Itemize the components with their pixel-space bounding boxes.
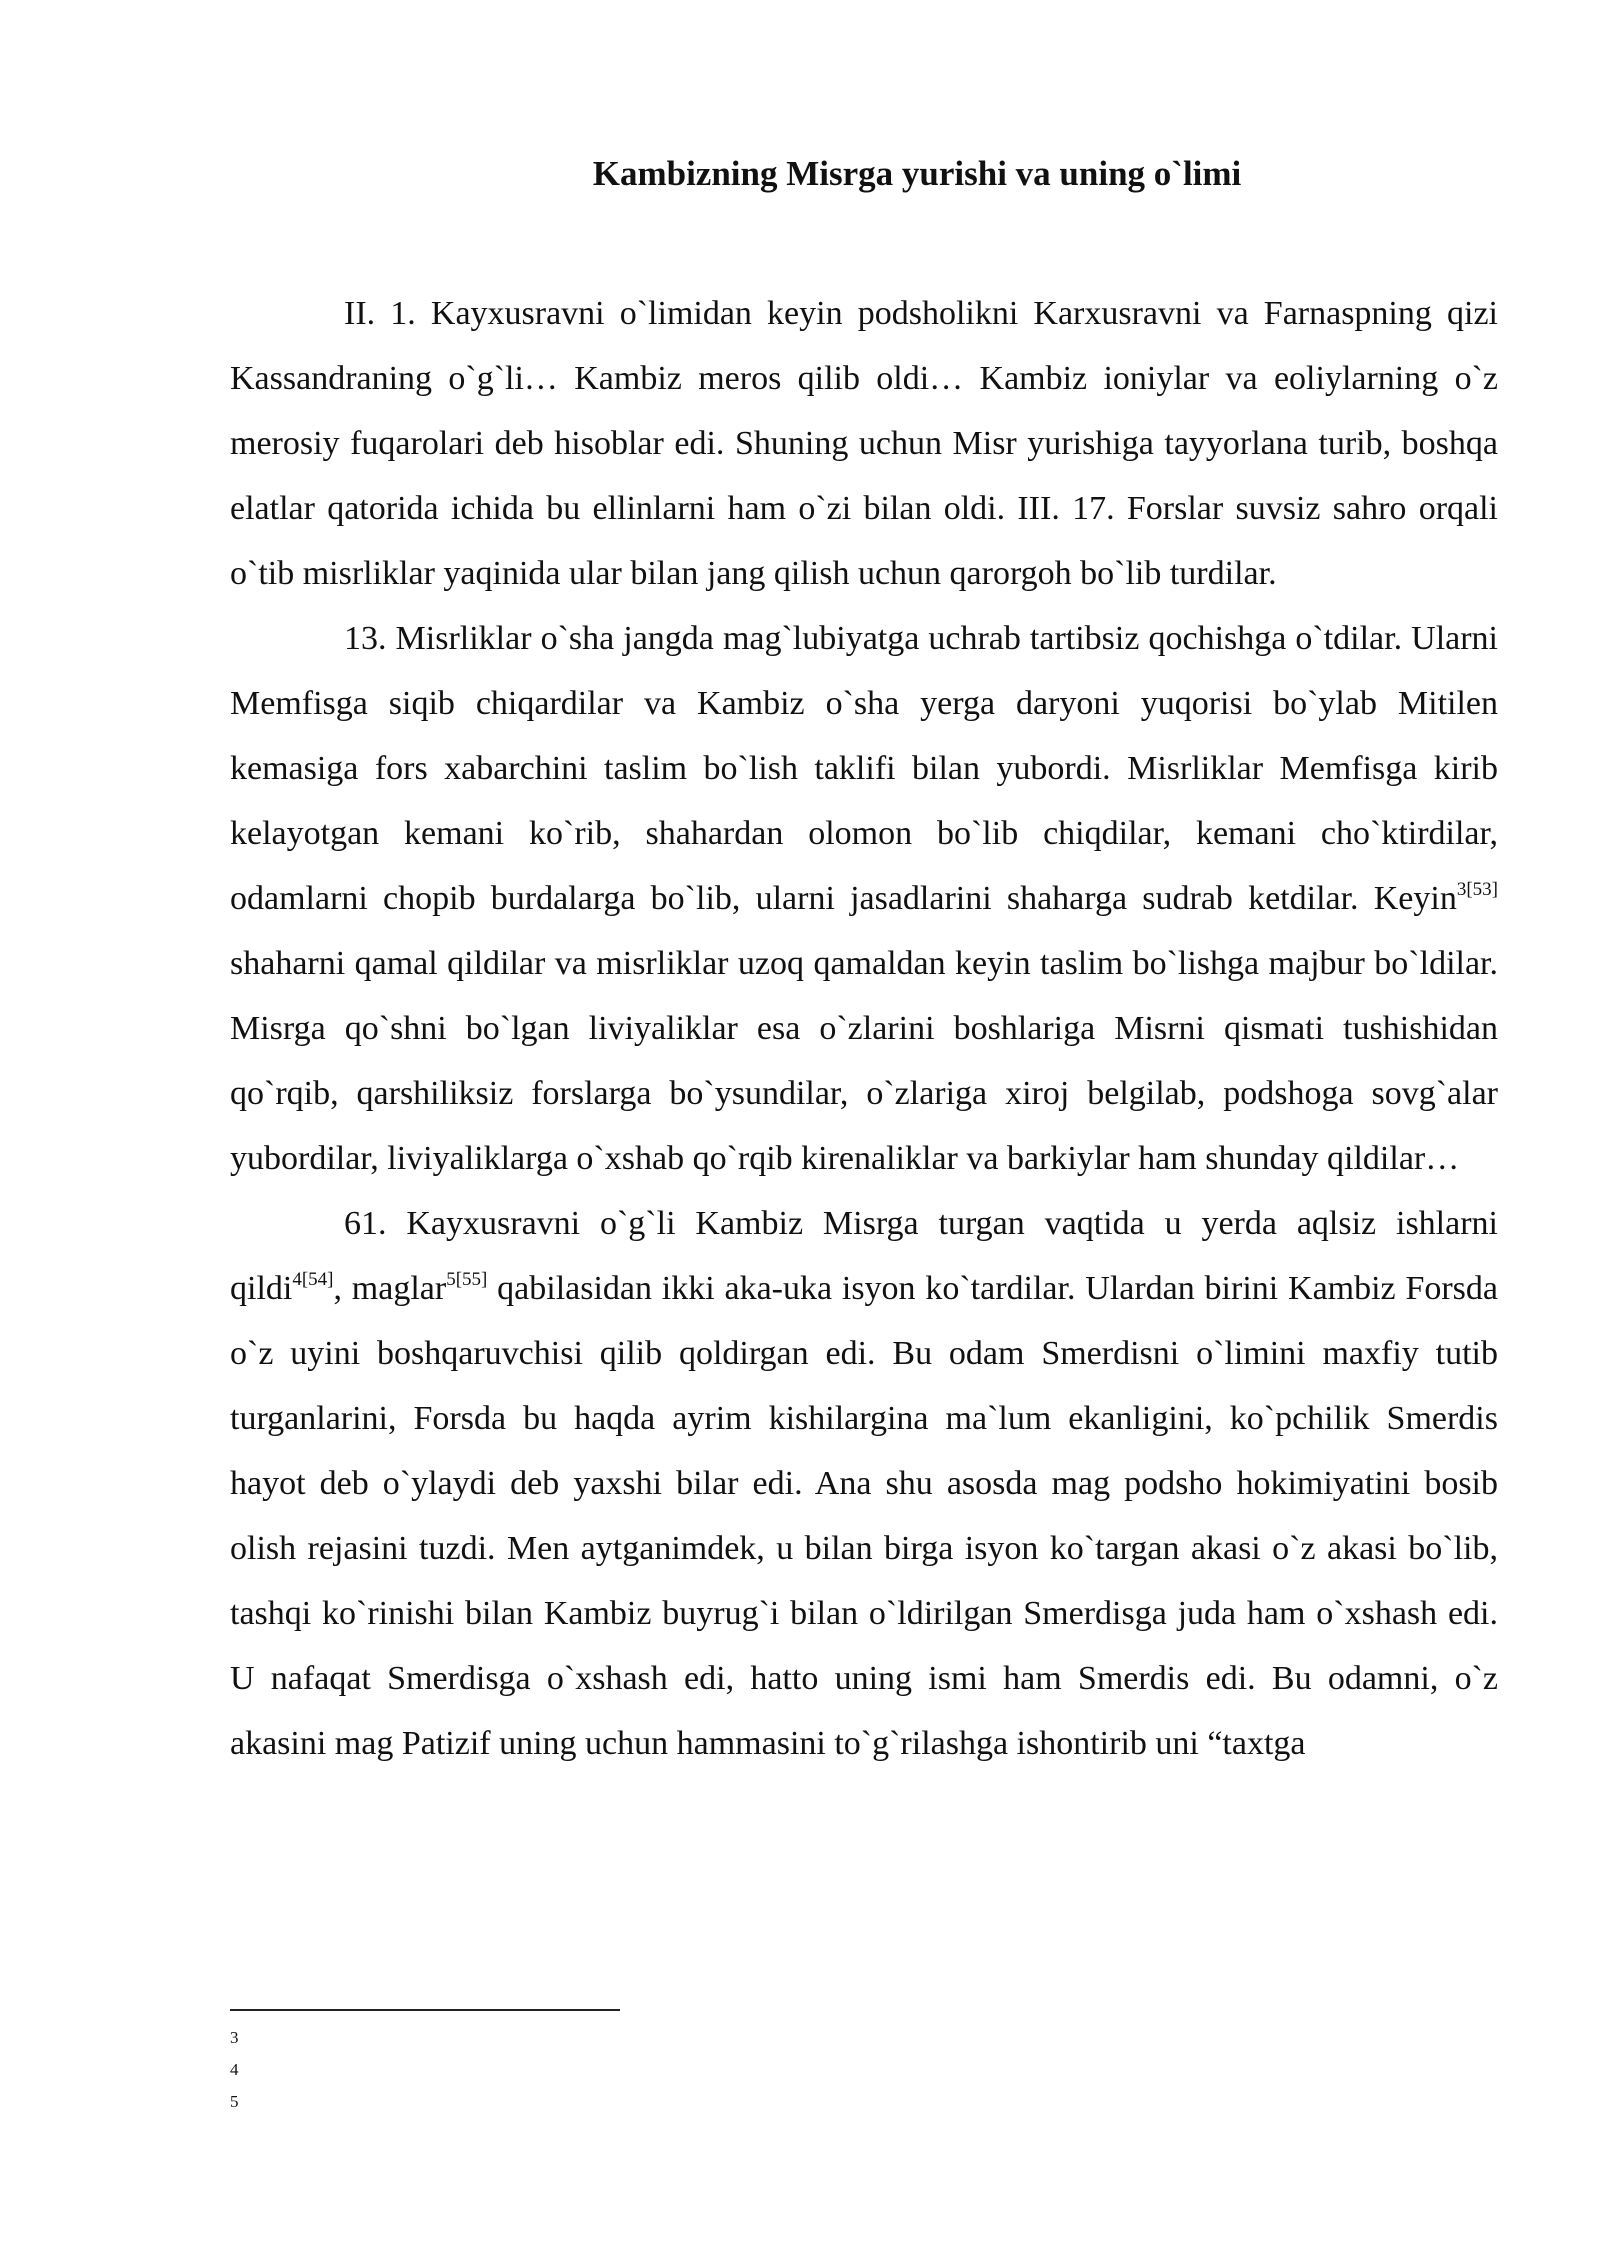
paragraph-text: 61. Kayxusravni o`g`li Kambiz Misrga turgan vaqtida u yerda aqlsiz ishlarni qildi [230, 1205, 1498, 1307]
body-text [230, 281, 1498, 1776]
paragraph [230, 1191, 1498, 1776]
footnote-number: 4 [230, 2060, 239, 2079]
page-title: Kambizning Misrga yurishi va uning o`limi [592, 154, 1242, 193]
footnotes [230, 2022, 239, 2118]
paragraph [230, 281, 1498, 606]
footnote-reference[interactable]: 3[53] [1456, 879, 1498, 900]
footnote-number: 3 [230, 2028, 239, 2047]
paragraph-text: , maglar [333, 1270, 447, 1307]
footnote-number: 5 [230, 2092, 239, 2111]
footnote-separator [230, 2009, 620, 2011]
footnote-reference[interactable]: 4[54] [292, 1269, 334, 1290]
paragraph-text: II. 1. Kayxusravni o`limidan keyin podsholikni Karxusravni va Farnaspning qizi Kassandraning o`g`li… Kambiz meros qilib oldi… Kambiz ioniylar va eoliylarning o`z merosiy fuqarolari deb hisoblar edi. Shuning uchun Misr yurishiga tayyorlana turib, boshqa elatlar qatorida ichida bu ellinlarni ham o`zi bilan oldi. III. 17. Forslar suvsiz sahro orqali o`tib misrliklar yaqinida ular bilan jang qilish uchun qarorgoh bo`lib turdilar. [230, 295, 1498, 592]
paragraph-text: qabilasidan ikki aka-uka isyon ko`tardilar. Ulardan birini Kambiz Forsda o`z uyini boshqaruvchisi qilib qoldirgan edi. Bu odam Smerdisni o`limini maxfiy tutib turganlarini, Forsda bu haqda ayrim kishilargina ma`lum ekanligini, ko`pchilik Smerdis hayot deb o`ylaydi deb yaxshi bilar edi. Ana shu asosda mag podsho hokimiyatini bosib olish rejasini tuzdi. Men aytganimdek, u bilan birga isyon ko`targan akasi o`z akasi bo`lib, tashqi ko`rinishi bilan Kambiz buyrug`i bilan o`ldirilgan Smerdisga juda ham o`xshash edi. U nafaqat Smerdisga o`xshash edi, hatto uning ismi ham Smerdis edi. Bu odamni, o`z akasini mag Patizif uning uchun hammasini to`g`rilashga ishontirib uni “taxtga [230, 1270, 1498, 1762]
paragraph [230, 606, 1498, 1191]
paragraph-text: shaharni qamal qildilar va misrliklar uzoq qamaldan keyin taslim bo`lishga majbur bo`ldilar. Misrga qo`shni bo`lgan liviyaliklar esa o`zlarini boshlariga Misrni qismati tushishidan qo`rqib, qarshiliksiz forslarga bo`ysundilar, o`zlariga xiroj belgilab, podshoga sovg`alar yubordilar, liviyaliklarga o`xshab qo`rqib kirenaliklar va barkiylar ham shunday qildilar… [230, 945, 1498, 1177]
footnote-reference[interactable]: 5[55] [446, 1269, 488, 1290]
paragraph-text: 13. Misrliklar o`sha jangda mag`lubiyatga uchrab tartibsiz qochishga o`tdilar. Ularni Memfisga siqib chiqardilar va Kambiz o`sha yerga daryoni yuqorisi bo`ylab Mitilen kemasiga fors xabarchini taslim bo`lish taklifi bilan yubordi. Misrliklar Memfisga kirib kelayotgan kemani ko`rib, shahardan olomon bo`lib chiqdilar, kemani cho`ktirdilar, odamlarni chopib burdalarga bo`lib, ularni jasadlarini shaharga sudrab ketdilar. Keyin [230, 620, 1498, 917]
